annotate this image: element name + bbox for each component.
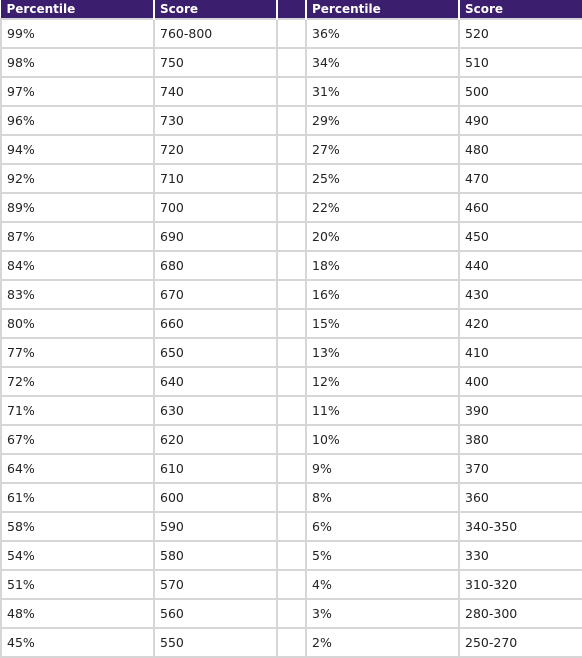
percentile-left-cell: 64% (1, 454, 154, 483)
spacer-cell (277, 135, 306, 164)
score-left-cell: 760-800 (154, 19, 277, 48)
table-row (1, 512, 582, 541)
score-right-cell: 500 (459, 77, 582, 106)
score-right-cell: 460 (459, 193, 582, 222)
score-left-cell: 560 (154, 599, 277, 628)
score-right-cell: 370 (459, 454, 582, 483)
percentile-right-cell: 12% (306, 367, 459, 396)
score-left-cell: 640 (154, 367, 277, 396)
spacer-cell (277, 454, 306, 483)
percentile-right-cell: 9% (306, 454, 459, 483)
header-score-left: Score (154, 1, 277, 20)
score-right-cell: 430 (459, 280, 582, 309)
percentile-right-cell: 3% (306, 599, 459, 628)
percentile-right-cell: 10% (306, 425, 459, 454)
score-left-cell: 660 (154, 309, 277, 338)
spacer-cell (277, 251, 306, 280)
table-row (1, 77, 582, 106)
spacer-cell (277, 628, 306, 657)
table-body (1, 19, 582, 657)
table-row (1, 483, 582, 512)
score-right-cell: 420 (459, 309, 582, 338)
spacer-cell (277, 193, 306, 222)
score-left-cell: 550 (154, 628, 277, 657)
spacer-cell (277, 512, 306, 541)
score-left-cell: 600 (154, 483, 277, 512)
table-row (1, 19, 582, 48)
percentile-right-cell: 27% (306, 135, 459, 164)
score-right-cell: 440 (459, 251, 582, 280)
score-right-cell: 390 (459, 396, 582, 425)
header-percentile-right: Percentile (306, 1, 459, 20)
score-right-cell: 280-300 (459, 599, 582, 628)
score-right-cell: 380 (459, 425, 582, 454)
spacer-cell (277, 599, 306, 628)
spacer-cell (277, 367, 306, 396)
spacer-cell (277, 164, 306, 193)
percentile-left-cell: 72% (1, 367, 154, 396)
percentile-left-cell: 58% (1, 512, 154, 541)
table-row (1, 48, 582, 77)
spacer-cell (277, 570, 306, 599)
percentile-right-cell: 18% (306, 251, 459, 280)
percentile-right-cell: 4% (306, 570, 459, 599)
percentile-left-cell: 83% (1, 280, 154, 309)
score-right-cell: 520 (459, 19, 582, 48)
percentile-right-cell: 31% (306, 77, 459, 106)
table-row (1, 251, 582, 280)
table-row (1, 222, 582, 251)
spacer-cell (277, 77, 306, 106)
percentile-left-cell: 61% (1, 483, 154, 512)
spacer-cell (277, 106, 306, 135)
percentile-right-cell: 16% (306, 280, 459, 309)
percentile-right-cell: 5% (306, 541, 459, 570)
score-right-cell: 400 (459, 367, 582, 396)
percentile-right-cell: 11% (306, 396, 459, 425)
score-left-cell: 700 (154, 193, 277, 222)
percentile-right-cell: 20% (306, 222, 459, 251)
percentile-right-cell: 22% (306, 193, 459, 222)
spacer-cell (277, 280, 306, 309)
percentile-left-cell: 80% (1, 309, 154, 338)
table-row (1, 425, 582, 454)
percentile-left-cell: 51% (1, 570, 154, 599)
spacer-cell (277, 309, 306, 338)
score-right-cell: 310-320 (459, 570, 582, 599)
table-row (1, 367, 582, 396)
percentile-right-cell: 34% (306, 48, 459, 77)
table-row (1, 454, 582, 483)
score-left-cell: 680 (154, 251, 277, 280)
percentile-left-cell: 45% (1, 628, 154, 657)
spacer-cell (277, 222, 306, 251)
score-right-cell: 490 (459, 106, 582, 135)
score-right-cell: 450 (459, 222, 582, 251)
percentile-left-cell: 84% (1, 251, 154, 280)
percentile-left-cell: 98% (1, 48, 154, 77)
score-right-cell: 470 (459, 164, 582, 193)
header-percentile-left: Percentile (1, 1, 154, 20)
score-right-cell: 360 (459, 483, 582, 512)
table-row (1, 309, 582, 338)
score-right-cell: 250-270 (459, 628, 582, 657)
percentile-left-cell: 71% (1, 396, 154, 425)
score-left-cell: 650 (154, 338, 277, 367)
score-left-cell: 610 (154, 454, 277, 483)
percentile-right-cell: 25% (306, 164, 459, 193)
percentile-right-cell: 2% (306, 628, 459, 657)
spacer-cell (277, 48, 306, 77)
percentile-left-cell: 54% (1, 541, 154, 570)
spacer-cell (277, 19, 306, 48)
score-left-cell: 570 (154, 570, 277, 599)
table-row (1, 338, 582, 367)
table-header-row (1, 1, 582, 20)
percentile-right-cell: 15% (306, 309, 459, 338)
score-left-cell: 740 (154, 77, 277, 106)
table-row (1, 599, 582, 628)
score-right-cell: 480 (459, 135, 582, 164)
percentile-left-cell: 48% (1, 599, 154, 628)
table-row (1, 280, 582, 309)
score-left-cell: 710 (154, 164, 277, 193)
percentile-right-cell: 8% (306, 483, 459, 512)
percentile-left-cell: 92% (1, 164, 154, 193)
score-left-cell: 720 (154, 135, 277, 164)
spacer-cell (277, 483, 306, 512)
percentile-left-cell: 96% (1, 106, 154, 135)
percentile-right-cell: 13% (306, 338, 459, 367)
score-left-cell: 690 (154, 222, 277, 251)
score-left-cell: 590 (154, 512, 277, 541)
percentile-left-cell: 77% (1, 338, 154, 367)
percentile-left-cell: 94% (1, 135, 154, 164)
score-left-cell: 670 (154, 280, 277, 309)
table-row (1, 106, 582, 135)
header-score-right: Score (459, 1, 582, 20)
table-row (1, 541, 582, 570)
percentile-left-cell: 89% (1, 193, 154, 222)
percentile-left-cell: 87% (1, 222, 154, 251)
score-left-cell: 620 (154, 425, 277, 454)
percentile-left-cell: 97% (1, 77, 154, 106)
table-row (1, 135, 582, 164)
spacer-cell (277, 541, 306, 570)
score-right-cell: 510 (459, 48, 582, 77)
score-left-cell: 630 (154, 396, 277, 425)
score-right-cell: 340-350 (459, 512, 582, 541)
percentile-right-cell: 6% (306, 512, 459, 541)
spacer-cell (277, 396, 306, 425)
table-row (1, 164, 582, 193)
spacer-cell (277, 338, 306, 367)
percentile-left-cell: 67% (1, 425, 154, 454)
score-right-cell: 410 (459, 338, 582, 367)
table-row (1, 396, 582, 425)
percentile-right-cell: 29% (306, 106, 459, 135)
percentile-left-cell: 99% (1, 19, 154, 48)
spacer-cell (277, 425, 306, 454)
score-left-cell: 730 (154, 106, 277, 135)
score-right-cell: 330 (459, 541, 582, 570)
percentile-right-cell: 36% (306, 19, 459, 48)
header-spacer (277, 1, 306, 20)
score-left-cell: 580 (154, 541, 277, 570)
score-left-cell: 750 (154, 48, 277, 77)
table-row (1, 570, 582, 599)
table-row (1, 193, 582, 222)
table-row (1, 628, 582, 657)
